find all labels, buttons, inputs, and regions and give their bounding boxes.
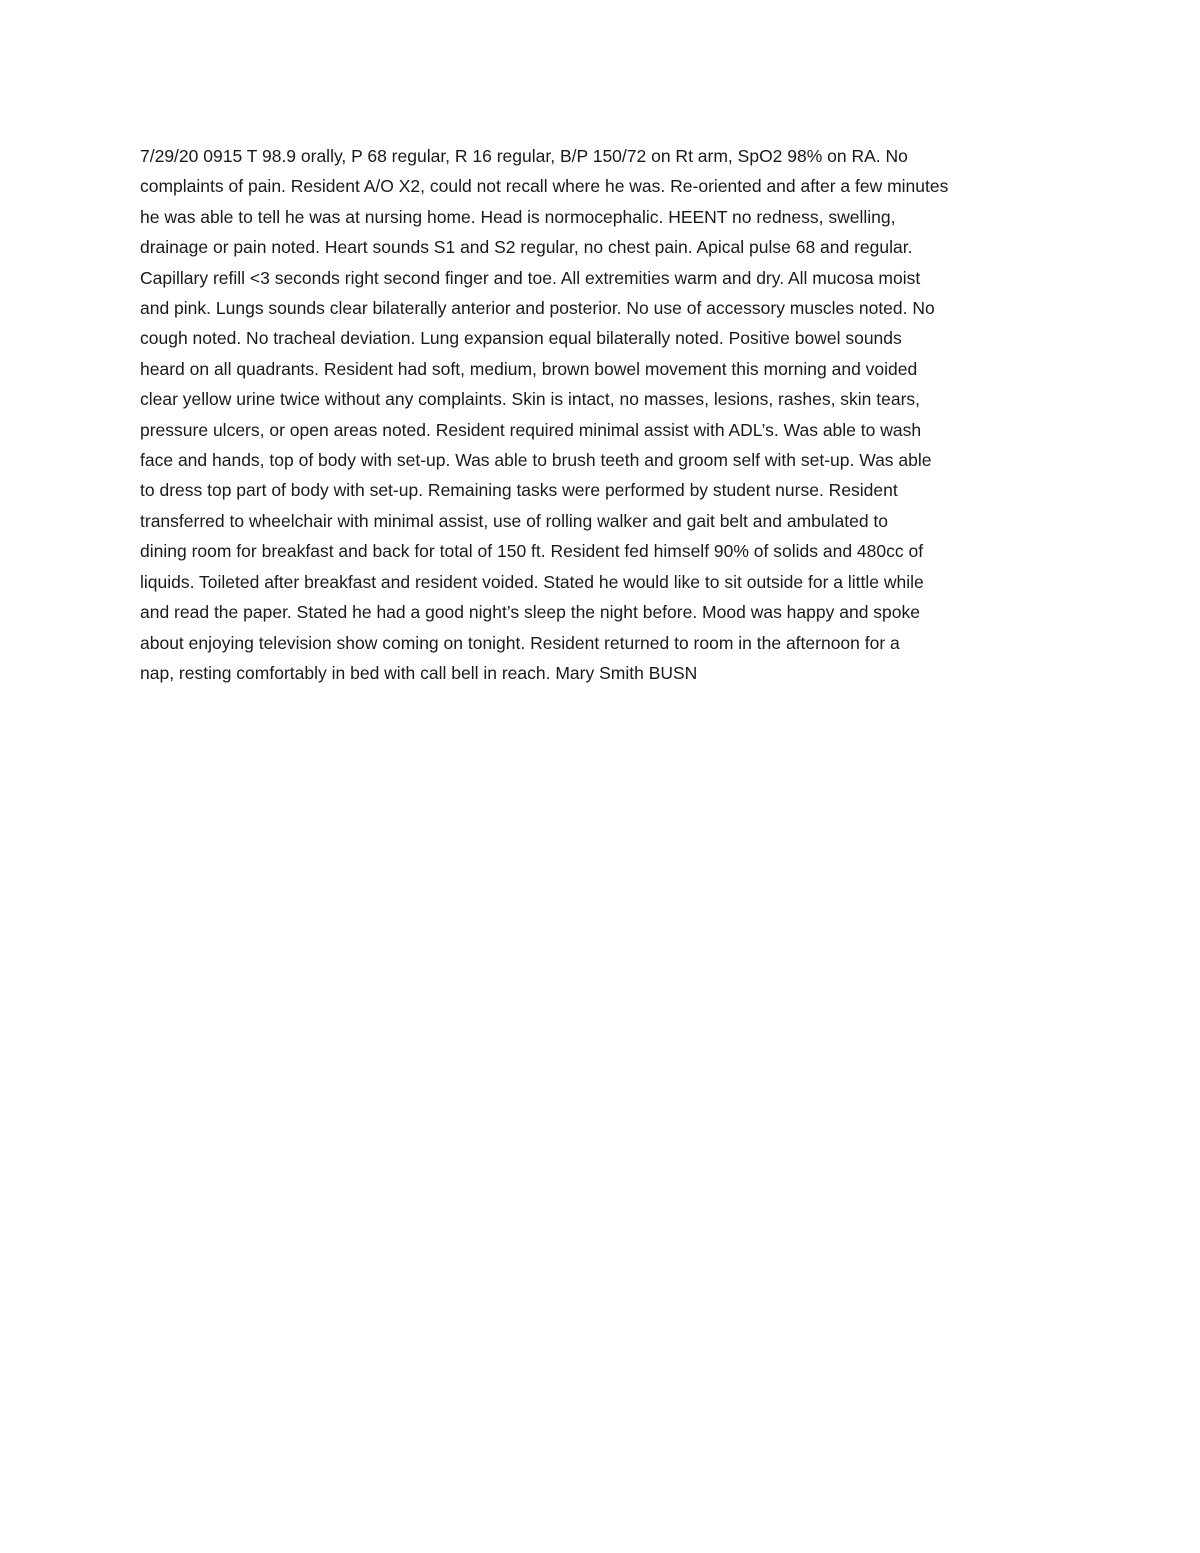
note-line: he was able to tell he was at nursing home. Head is normocephalic. HEENT no redness, swelling, <box>140 206 896 227</box>
note-line: to dress top part of body with set-up. Remaining tasks were performed by student nurse. Resident <box>140 480 898 501</box>
note-line: complaints of pain. Resident A/O X2, could not recall where he was. Re-oriented and after a few minutes <box>140 176 949 197</box>
note-line: heard on all quadrants. Resident had soft, medium, brown bowel movement this morning and voided <box>140 358 918 379</box>
note-line: clear yellow urine twice without any complaints. Skin is intact, no masses, lesions, rashes, skin tears, <box>140 389 921 410</box>
note-line: drainage or pain noted. Heart sounds S1 and S2 regular, no chest pain. Apical pulse 68 and regular. <box>140 237 913 258</box>
note-line: and pink. Lungs sounds clear bilaterally anterior and posterior. No use of accessory muscles noted. No <box>140 298 935 319</box>
note-line: cough noted. No tracheal deviation. Lung expansion equal bilaterally noted. Positive bowel sounds <box>140 328 902 349</box>
note-line: about enjoying television show coming on tonight. Resident returned to room in the afternoon for a <box>140 632 900 653</box>
nursing-note-paragraph <box>140 141 1065 688</box>
note-line: and read the paper. Stated he had a good night’s sleep the night before. Mood was happy and spoke <box>140 602 920 623</box>
note-line: liquids. Toileted after breakfast and resident voided. Stated he would like to sit outside for a little while <box>140 571 924 592</box>
note-line: pressure ulcers, or open areas noted. Resident required minimal assist with ADL’s. Was able to wash <box>140 419 922 440</box>
note-line: dining room for breakfast and back for total of 150 ft. Resident fed himself 90% of solids and 480cc of <box>140 541 924 562</box>
note-line: 7/29/20 0915 T 98.9 orally, P 68 regular, R 16 regular, B/P 150/72 on Rt arm, SpO2 98% on RA. No <box>140 146 908 166</box>
note-line: Capillary refill <3 seconds right second finger and toe. All extremities warm and dry. All mucosa moist <box>140 267 921 288</box>
note-line: transferred to wheelchair with minimal assist, use of rolling walker and gait belt and ambulated to <box>140 510 889 531</box>
note-line: nap, resting comfortably in bed with call bell in reach. Mary Smith BUSN <box>140 662 698 683</box>
note-line: face and hands, top of body with set-up. Was able to brush teeth and groom self with set-up. Was able <box>140 450 932 471</box>
